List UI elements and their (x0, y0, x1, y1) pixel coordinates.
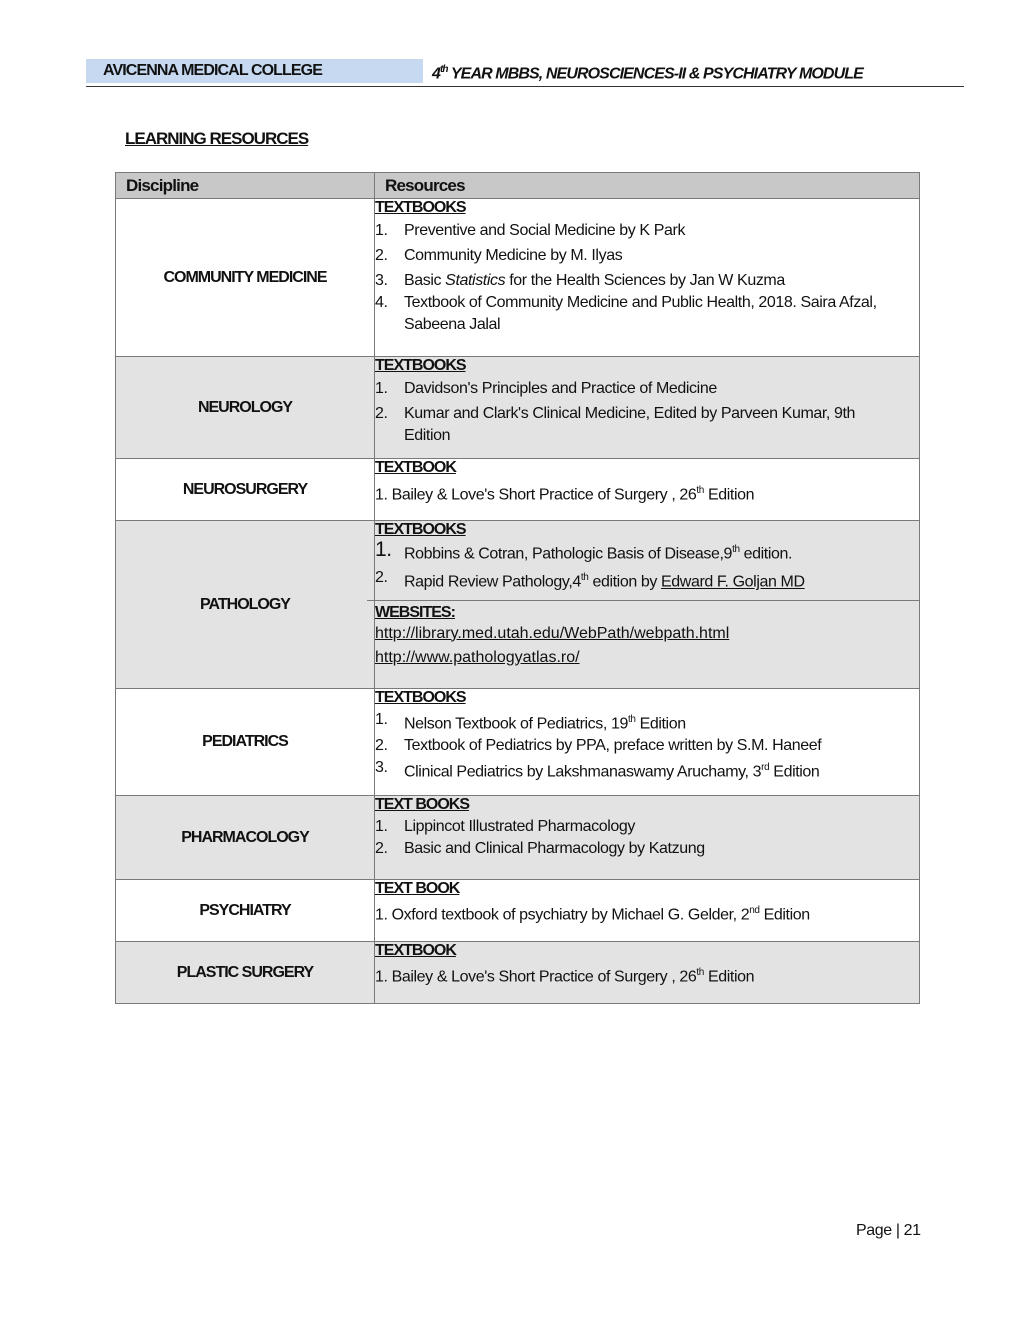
page-number: Page | 21 (856, 1222, 921, 1239)
table-row (116, 796, 920, 880)
header-rule (86, 86, 964, 87)
list-item: 1. Preventive and Social Medicine by K Park (375, 222, 686, 239)
discipline-cell: PSYCHIATRY (116, 880, 375, 942)
resources-cell (375, 521, 920, 689)
discipline-cell: PLASTIC SURGERY (116, 942, 375, 1004)
textbook-heading: TEXT BOOK (375, 880, 460, 897)
table-row (116, 199, 920, 357)
discipline-cell: COMMUNITY MEDICINE (116, 199, 375, 357)
list-item: 2. Basic and Clinical Pharmacology by Katzung (375, 840, 705, 857)
resources-cell (375, 689, 920, 796)
list-item: 1. Robbins & Cotran, Pathologic Basis of Disease,9th edition. (375, 538, 793, 563)
list-item: 3. Basic Statistics for the Health Sciences by Jan W Kuzma (375, 272, 785, 289)
resources-cell (375, 357, 920, 459)
resources-cell (375, 459, 920, 521)
discipline-cell: PEDIATRICS (116, 689, 375, 796)
list-item: 1. Bailey & Love's Short Practice of Surgery , 26th Edition (375, 967, 755, 986)
website-link[interactable]: http://www.pathologyatlas.ro/ (375, 648, 580, 666)
discipline-cell: NEUROLOGY (116, 357, 375, 459)
websites-heading: WEBSITES: (375, 603, 455, 621)
resources-column-header: Resources (375, 173, 920, 199)
learning-resources-table (115, 172, 920, 1004)
list-item: 1. Bailey & Love's Short Practice of Surgery , 26th Edition (375, 485, 755, 504)
discipline-cell: PHARMACOLOGY (116, 796, 375, 880)
list-item: 2. Rapid Review Pathology,4th edition by Edward F. Goljan MD (375, 569, 805, 591)
discipline-column-header: Discipline (116, 173, 375, 199)
textbooks-heading: TEXTBOOKS (375, 521, 466, 538)
section-title: LEARNING RESOURCES (125, 129, 309, 148)
list-item: 1. Oxford textbook of psychiatry by Michael G. Gelder, 2nd Edition (375, 905, 810, 924)
textbook-heading: TEXTBOOK (375, 459, 456, 476)
resources-cell (375, 796, 920, 880)
textbooks-heading: TEXT BOOKS (375, 796, 470, 813)
resources-cell (375, 199, 920, 357)
list-item: 1. Lippincot Illustrated Pharmacology (375, 818, 635, 835)
discipline-cell: PATHOLOGY (116, 521, 375, 689)
table-row (116, 521, 920, 689)
module-title: 4th YEAR MBBS, NEUROSCIENCES-II & PSYCHIATRY MODULE (432, 64, 863, 83)
table-row (116, 357, 920, 459)
textbooks-heading: TEXTBOOKS (375, 199, 466, 216)
list-item: 4. Textbook of Community Medicine and Public Health, 2018. Saira Afzal, Sabeena Jalal (375, 294, 877, 333)
author-link[interactable]: Edward F. Goljan MD (661, 573, 805, 591)
table-row (116, 689, 920, 796)
table-row (116, 942, 920, 1004)
textbooks-heading: TEXTBOOKS (375, 357, 466, 374)
table-header-row (116, 173, 920, 199)
list-item: 1. Davidson's Principles and Practice of Medicine (375, 380, 717, 397)
websites-section (367, 600, 919, 670)
textbook-heading: TEXTBOOK (375, 942, 456, 959)
list-item: 3. Clinical Pediatrics by Lakshmanaswamy Aruchamy, 3rd Edition (375, 759, 820, 781)
list-item: 1. Nelson Textbook of Pediatrics, 19th Edition (375, 711, 686, 733)
resources-cell (375, 880, 920, 942)
textbooks-heading: TEXTBOOKS (375, 689, 466, 706)
website-link[interactable]: http://library.med.utah.edu/WebPath/webpath.html (375, 624, 730, 642)
discipline-cell: NEUROSURGERY (116, 459, 375, 521)
list-item: 2. Kumar and Clark's Clinical Medicine, Edited by Parveen Kumar, 9th Edition (375, 405, 856, 444)
page-header (86, 59, 964, 86)
college-name: AVICENNA MEDICAL COLLEGE (86, 59, 423, 83)
list-item: 2. Textbook of Pediatrics by PPA, preface written by S.M. Haneef (375, 737, 822, 755)
table-row (116, 459, 920, 521)
list-item: 2. Community Medicine by M. Ilyas (375, 247, 623, 264)
resources-cell (375, 942, 920, 1004)
table-row (116, 880, 920, 942)
